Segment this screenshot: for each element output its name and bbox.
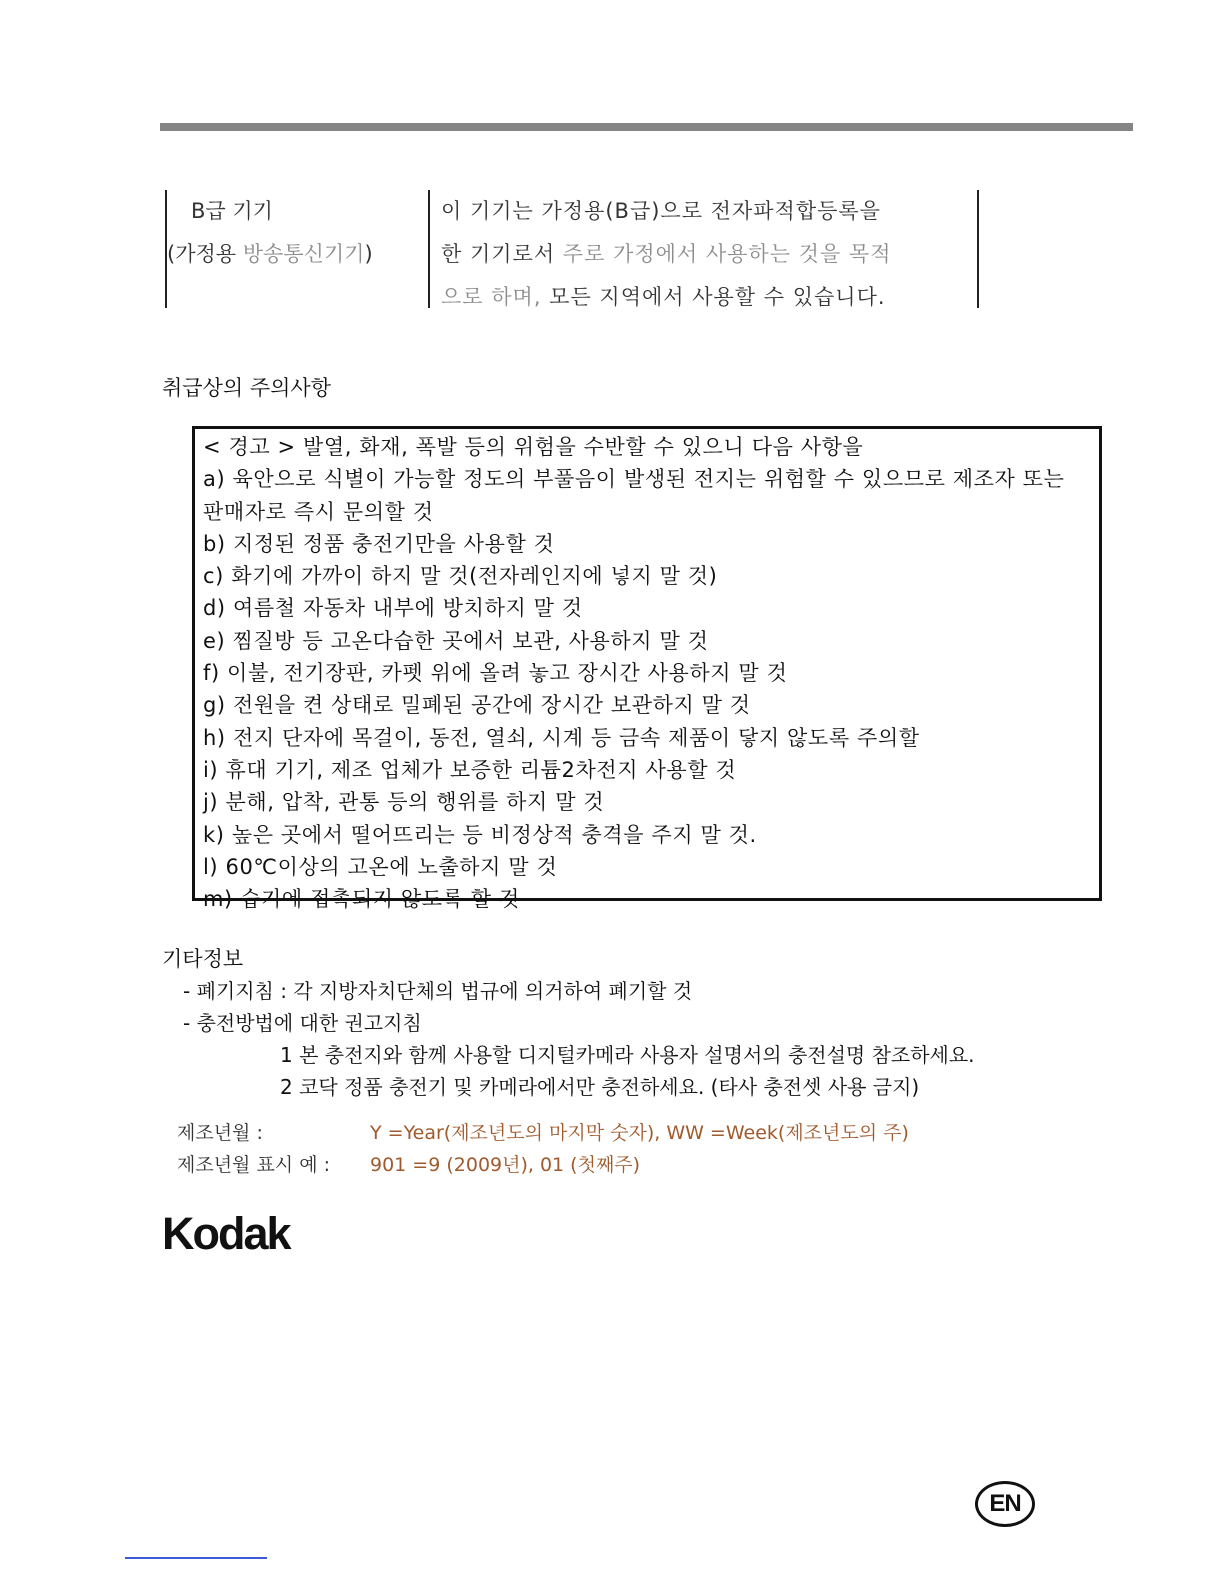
header-rule [160, 123, 1133, 131]
description-line-2: 한 기기로서 주로 가정에서 사용하는 것을 목적 [441, 242, 892, 266]
kodak-logo: Kodak [162, 1208, 290, 1259]
table-divider [428, 190, 430, 308]
warning-item: k) 높은 곳에서 떨어뜨리는 등 비정상적 충격을 주지 말 것. [203, 822, 757, 847]
warning-item: a) 육안으로 식별이 가능할 정도의 부풀음이 발생된 전지는 위험할 수 있으므로 제조자 또는 판매자로 즉시 문의할 것 [203, 467, 1065, 524]
device-type: (가정용 방송통신기기) [167, 242, 373, 266]
caution-heading: 취급상의 주의사항 [162, 376, 331, 400]
warning-item: f) 이불, 전기장판, 카펫 위에 올려 놓고 장시간 사용하지 말 것 [203, 661, 788, 686]
disposal-guideline: - 폐기지침 : 각 지방자치단체의 법규에 의거하여 폐기할 것 [183, 979, 693, 1003]
warning-item: d) 여름철 자동차 내부에 방치하지 말 것 [203, 596, 583, 621]
other-info-heading: 기타정보 [162, 947, 244, 971]
manufacture-example: 제조년월 표시 예 : 901 =9 (2009년), 01 (첫째주) [177, 1154, 641, 1176]
warning-item: c) 화기에 가까이 하지 말 것(전자레인지에 넣지 말 것) [203, 564, 718, 589]
charging-guideline: - 충전방법에 대한 권고지침 [183, 1011, 422, 1035]
device-class: B급 기기 [191, 199, 273, 223]
warning-item: e) 찜질방 등 고온다습한 곳에서 보관, 사용하지 말 것 [203, 628, 709, 653]
warning-item: h) 전지 단자에 목걸이, 동전, 열쇠, 시계 등 금속 제품이 닿지 않도록 주의할 [203, 725, 920, 750]
description-line-1: 이 기기는 가정용(B급)으로 전자파적합등록을 [441, 199, 881, 223]
manufacture-date-info [177, 1117, 909, 1181]
warning-item: < 경고 > 발열, 화재, 폭발 등의 위험을 수반할 수 있으니 다음 사항을 [203, 435, 864, 459]
footer-link-underline[interactable] [125, 1557, 267, 1559]
warning-item: j) 분해, 압착, 관통 등의 행위를 하지 말 것 [203, 790, 605, 815]
other-info-list [183, 975, 975, 1103]
manufacture-format: 제조년월 : Y =Year(제조년도의 마지막 숫자), WW =Week(제조년도의 주) [177, 1122, 909, 1144]
warning-item: g) 전원을 켠 상태로 밀폐된 공간에 장시간 보관하지 말 것 [203, 693, 751, 718]
class-b-device-table [165, 190, 979, 308]
warning-item: l) 60℃이상의 고온에 노출하지 말 것 [203, 854, 558, 879]
device-description-cell [441, 190, 971, 319]
language-badge: EN [975, 1481, 1035, 1527]
warning-item: m) 습기에 접촉되지 않도록 할 것 [203, 887, 520, 912]
charging-step-1: 1 본 충전지와 함께 사용할 디지털카메라 사용자 설명서의 충전설명 참조하세요. [280, 1043, 975, 1067]
warning-box [192, 426, 1102, 912]
warning-item: b) 지정된 정품 충전기만을 사용할 것 [203, 531, 555, 556]
description-line-3: 으로 하며, 모든 지역에서 사용할 수 있습니다. [441, 285, 886, 309]
device-class-cell [167, 190, 425, 276]
charging-step-2: 2 코닥 정품 충전기 및 카메라에서만 충전하세요. (타사 충전셋 사용 금지) [280, 1075, 920, 1099]
warning-item: i) 휴대 기기, 제조 업체가 보증한 리튬2차전지 사용할 것 [203, 757, 737, 782]
